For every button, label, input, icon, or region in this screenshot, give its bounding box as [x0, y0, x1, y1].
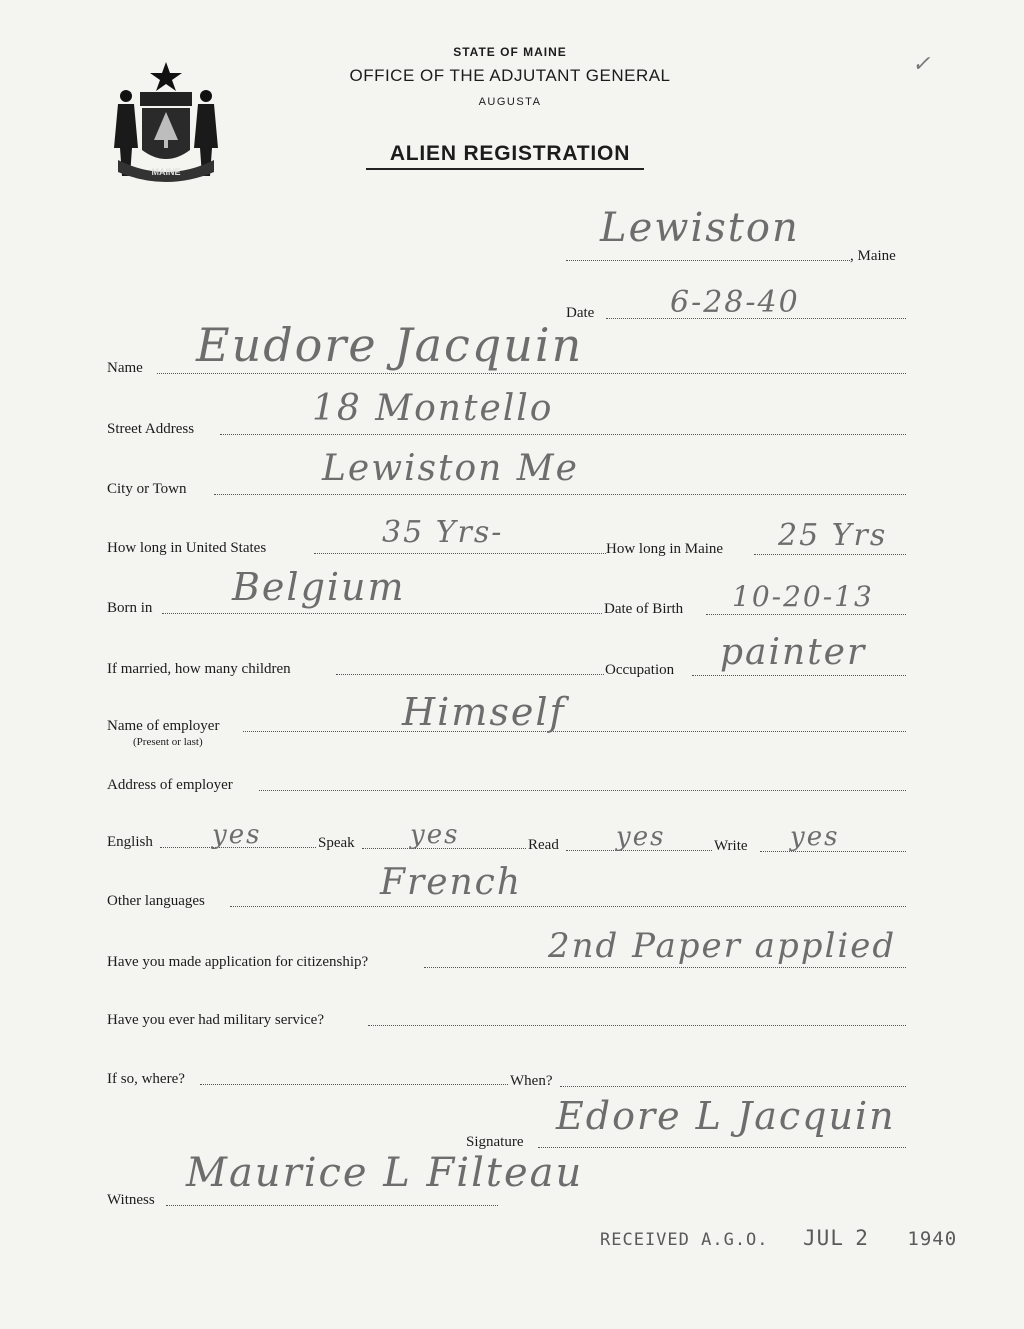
stamp-label: RECEIVED A.G.O.	[600, 1230, 769, 1250]
dob-value: 10-20-13	[732, 580, 874, 613]
street-value: 18 Montello	[312, 388, 554, 429]
write-value: yes	[790, 822, 840, 852]
read-label: Read	[528, 837, 559, 853]
other-languages-label: Other languages	[107, 893, 205, 909]
speak-value: yes	[410, 820, 460, 850]
city-value: Lewiston Me	[322, 448, 579, 489]
date-label: Date	[566, 305, 595, 321]
signature-line	[538, 1147, 906, 1148]
employer-address-label: Address of employer	[107, 777, 233, 793]
us-duration-value: 35 Yrs-	[382, 515, 504, 550]
english-value: yes	[212, 820, 262, 850]
military-label: Have you ever had military service?	[107, 1012, 324, 1028]
signature-label: Signature	[466, 1134, 524, 1150]
dob-line	[706, 614, 906, 615]
citizenship-label: Have you made application for citizenship?	[107, 954, 369, 970]
citizenship-line	[424, 967, 906, 968]
born-in-label: Born in	[107, 600, 153, 616]
city-line	[214, 494, 906, 495]
witness-label: Witness	[107, 1192, 155, 1208]
name-line	[157, 373, 906, 374]
occupation-line	[692, 675, 906, 676]
witness-line	[166, 1205, 498, 1206]
state-of-maine-seal-icon	[104, 56, 228, 184]
employer-line	[243, 731, 906, 732]
born-in-line	[162, 613, 602, 614]
town-line	[566, 260, 850, 261]
english-label: English	[107, 834, 153, 850]
header-office: OFFICE OF THE ADJUTANT GENERAL	[349, 66, 671, 85]
military-line	[368, 1025, 906, 1026]
write-label: Write	[714, 838, 748, 854]
header-city: AUGUSTA	[478, 96, 542, 108]
us-duration-line	[314, 553, 606, 554]
maine-duration-value: 25 Yrs	[778, 518, 888, 553]
stamp-year: 1940	[907, 1228, 958, 1250]
header-state: STATE OF MAINE	[453, 45, 567, 59]
town-value: Lewiston	[600, 205, 800, 251]
read-value: yes	[616, 822, 666, 852]
us-duration-label: How long in United States	[107, 540, 267, 556]
corner-check-mark: ✓	[912, 52, 931, 77]
name-value: Eudore Jacquin	[196, 318, 584, 372]
received-stamp	[600, 1226, 957, 1250]
street-line	[220, 434, 906, 435]
title-underline	[366, 168, 644, 170]
maine-duration-label: How long in Maine	[606, 541, 724, 557]
where-label: If so, where?	[107, 1071, 185, 1087]
employer-value: Himself	[402, 690, 566, 734]
dob-label: Date of Birth	[604, 601, 684, 617]
employer-address-line	[259, 790, 906, 791]
where-line	[200, 1084, 508, 1085]
citizenship-value: 2nd Paper applied	[548, 926, 897, 966]
speak-label: Speak	[318, 835, 355, 851]
street-label: Street Address	[107, 421, 195, 437]
city-label: City or Town	[107, 481, 187, 497]
stamp-day: 2	[855, 1226, 869, 1250]
form-title: ALIEN REGISTRATION	[389, 142, 631, 165]
seal-motto: MAINE	[151, 167, 181, 177]
employer-label: Name of employer	[107, 718, 220, 734]
children-label: If married, how many children	[107, 661, 291, 677]
date-value: 6-28-40	[670, 285, 800, 320]
maine-label: , Maine	[850, 248, 896, 264]
children-line	[336, 674, 604, 675]
stamp-month: JUL	[803, 1226, 844, 1250]
occupation-label: Occupation	[605, 662, 675, 678]
name-label: Name	[107, 360, 143, 376]
witness-value: Maurice L Filteau	[186, 1150, 584, 1196]
when-label: When?	[510, 1073, 553, 1089]
other-languages-value: French	[380, 862, 523, 903]
other-languages-line	[230, 906, 906, 907]
employer-sublabel: (Present or last)	[133, 736, 203, 748]
when-line	[560, 1086, 906, 1087]
signature-value: Edore L Jacquin	[556, 1094, 896, 1138]
occupation-value: painter	[720, 632, 867, 673]
born-in-value: Belgium	[232, 565, 406, 609]
maine-duration-line	[754, 554, 906, 555]
